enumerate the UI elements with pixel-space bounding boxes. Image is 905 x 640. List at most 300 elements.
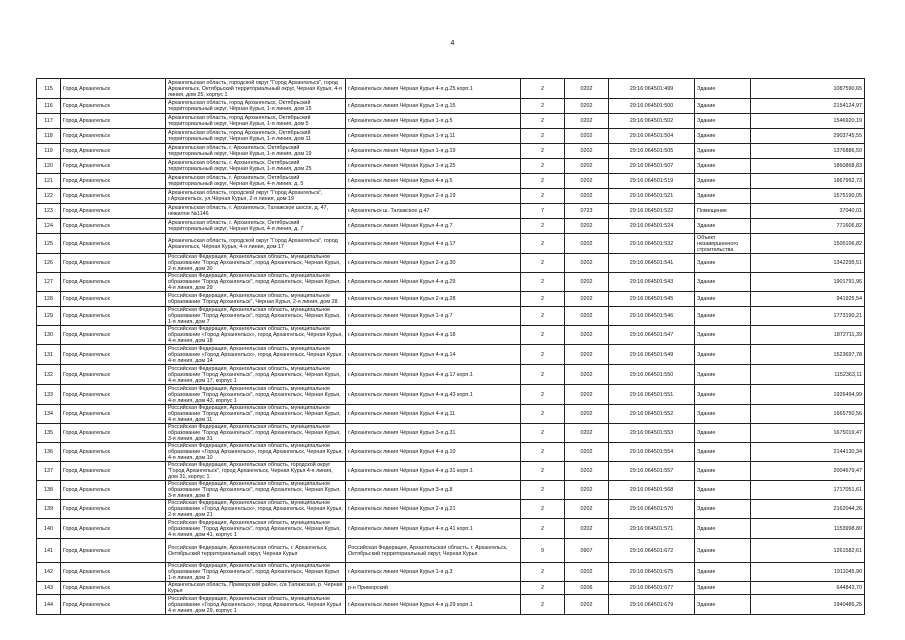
- object-type-cell: Здание: [695, 539, 751, 563]
- code-cell: 0202: [565, 405, 609, 424]
- location-cell: г.Архангельск линия Чёрная Курья 4-я д.31 корп.1: [346, 462, 521, 481]
- object-type-cell: Здание: [695, 424, 751, 443]
- cadastral-number-cell: 29:16:064501:550: [609, 365, 695, 385]
- table-row: [37, 582, 865, 595]
- row-number-cell: 126: [37, 254, 61, 273]
- table-row: [37, 254, 865, 273]
- address-cell: Архангельская область, г. Архангельск, Октябрьский территориальный округ, Черная Курья, 4-я линия, д. 5: [166, 174, 346, 189]
- table-row: [37, 424, 865, 443]
- cadastral-number-cell: 29:16:064501:675: [609, 563, 695, 582]
- code-cell: 0202: [565, 79, 609, 99]
- municipality-cell: Город Архангельск: [61, 563, 166, 582]
- code-cell: 0202: [565, 254, 609, 273]
- municipality-cell: Город Архангельск: [61, 595, 166, 615]
- code-cell: 0202: [565, 595, 609, 615]
- code-cell: 0202: [565, 273, 609, 292]
- row-number-cell: 141: [37, 539, 61, 563]
- cadastral-number-cell: 29:16:064501:546: [609, 307, 695, 326]
- cadastral-value-cell: 1872711,39: [751, 326, 865, 345]
- code-cell: 0202: [565, 345, 609, 365]
- code-cell: 0206: [565, 582, 609, 595]
- row-number-cell: 142: [37, 563, 61, 582]
- address-cell: Российская Федерация, Архангельская область, муниципальное образование "Город Архангельск", город Архангельск, Чёрная Курья, 4-я линия, дом 17, корпус 1: [166, 365, 346, 385]
- cadastral-number-cell: 29:16:064501:522: [609, 204, 695, 219]
- cadastral-value-cell: 1152363,11: [751, 365, 865, 385]
- cadastral-number-cell: 29:16:064501:571: [609, 519, 695, 539]
- object-type-cell: Здание: [695, 189, 751, 204]
- municipality-cell: Город Архангельск: [61, 204, 166, 219]
- code-cell: 0202: [565, 365, 609, 385]
- address-cell: Российская Федерация, Архангельская область, муниципальное образование «Город Архангельск», город Архангельск, Чёрная Курья, 4-я линия, дом 18: [166, 326, 346, 345]
- cadastral-number-cell: 29:16:064501:570: [609, 500, 695, 519]
- category-cell: 2: [521, 443, 565, 462]
- address-cell: Архангельская область, городской округ "Город Архангельск", город Архангельск, Октябрьский территориальный округ, Черная Курья, 4-я линия, дом 25, корпус 1: [166, 79, 346, 99]
- cadastral-number-cell: 29:16:064501:554: [609, 443, 695, 462]
- table-row: [37, 595, 865, 615]
- cadastral-number-cell: 29:16:064501:499: [609, 79, 695, 99]
- cadastral-value-cell: 2144130,34: [751, 443, 865, 462]
- municipality-cell: Город Архангельск: [61, 254, 166, 273]
- address-cell: Архангельская область, город Архангельск, Октябрьский территориальный округ, Чёрная Курья, 1-я линия, дом 15: [166, 99, 346, 114]
- category-cell: 2: [521, 174, 565, 189]
- location-cell: г.Архангельск линия Чёрная Курья 4-я д.41 корп.1: [346, 519, 521, 539]
- object-type-cell: Здание: [695, 563, 751, 582]
- cadastral-value-cell: 1342295,51: [751, 254, 865, 273]
- cadastral-number-cell: 29:16:064501:547: [609, 326, 695, 345]
- table-row: [37, 159, 865, 174]
- address-cell: Российская Федерация, Архангельская область, муниципальное образование "Город Архангельск", город Архангельск, Черная Курья 1-я линия, дом 3: [166, 563, 346, 582]
- cadastral-value-cell: 37040,01: [751, 204, 865, 219]
- category-cell: 2: [521, 307, 565, 326]
- location-cell: г.Архангельск линия Чёрная Курья 1-я д.7: [346, 307, 521, 326]
- municipality-cell: Город Архангельск: [61, 234, 166, 254]
- table-row: [37, 189, 865, 204]
- address-cell: Российская Федерация, Архангельская область, муниципальное образование "Город Архангельск", город Архангельск, Чёрная Курья, 4-я линия, дом 41, корпус 1: [166, 519, 346, 539]
- row-number-cell: 117: [37, 114, 61, 129]
- category-cell: 2: [521, 189, 565, 204]
- cadastral-value-cell: 1505106,82: [751, 234, 865, 254]
- category-cell: 2: [521, 254, 565, 273]
- cadastral-number-cell: 29:16:064501:551: [609, 385, 695, 405]
- location-cell: г.Архангельск линия Чёрная Курья 1-я д.11: [346, 129, 521, 144]
- location-cell: г.Архангельск линия Чёрная Курья 4-я д.11: [346, 405, 521, 424]
- address-cell: Российская Федерация, Архангельская область, муниципальное образование "Город Архангельск", Черная Курья, 2-я линия, дом 28: [166, 292, 346, 307]
- row-number-cell: 132: [37, 365, 61, 385]
- category-cell: 7: [521, 204, 565, 219]
- cadastral-number-cell: 29:16:064501:532: [609, 234, 695, 254]
- table-row: [37, 326, 865, 345]
- address-cell: Российская Федерация, Архангельская область, муниципальное образование «Город Архангельск», город Архангельск, Черная Курья, 4-я линия, дом 10: [166, 443, 346, 462]
- location-cell: г.Архангельск линия Чёрная Курья 1-я д.5: [346, 114, 521, 129]
- row-number-cell: 115: [37, 79, 61, 99]
- property-table: [36, 78, 865, 615]
- municipality-cell: Город Архангельск: [61, 114, 166, 129]
- address-cell: Архангельская область, Приморский район, с/а Талажская, р. Черная Курья: [166, 582, 346, 595]
- location-cell: г.Архангельск линия Чёрная Курья 3-я д.31: [346, 424, 521, 443]
- row-number-cell: 133: [37, 385, 61, 405]
- location-cell: г.Архангельск линия Чёрная Курья 1-я д.3: [346, 563, 521, 582]
- category-cell: 2: [521, 114, 565, 129]
- table-row: [37, 79, 865, 99]
- cadastral-number-cell: 29:16:064501:519: [609, 174, 695, 189]
- cadastral-number-cell: 29:16:064501:672: [609, 539, 695, 563]
- location-cell: г.Архангельск линия Чёрная Курья 4-я д.43 корп.1: [346, 385, 521, 405]
- category-cell: 2: [521, 79, 565, 99]
- location-cell: г.Архангельск линия Чёрная Курья 4-я д.7: [346, 219, 521, 234]
- table-row: [37, 563, 865, 582]
- object-type-cell: Здание: [695, 365, 751, 385]
- row-number-cell: 128: [37, 292, 61, 307]
- category-cell: 2: [521, 582, 565, 595]
- cadastral-number-cell: 29:16:064501:505: [609, 144, 695, 159]
- category-cell: 2: [521, 345, 565, 365]
- category-cell: 2: [521, 563, 565, 582]
- cadastral-value-cell: 644843,70: [751, 582, 865, 595]
- object-type-cell: Здание: [695, 595, 751, 615]
- cadastral-value-cell: 2903745,55: [751, 129, 865, 144]
- row-number-cell: 120: [37, 159, 61, 174]
- location-cell: г.Архангельск линия Чёрная Курья 2-я д.19: [346, 189, 521, 204]
- cadastral-value-cell: 1773190,21: [751, 307, 865, 326]
- table-row: [37, 443, 865, 462]
- row-number-cell: 139: [37, 500, 61, 519]
- location-cell: г.Архангельск ш. Талажское д.47: [346, 204, 521, 219]
- address-cell: Российская Федерация, Архангельская область, муниципальное образование "Город Архангельск", город Архангельск, Черная Курья, 2-я линия, дом 30: [166, 254, 346, 273]
- cadastral-value-cell: 1376886,50: [751, 144, 865, 159]
- row-number-cell: 127: [37, 273, 61, 292]
- code-cell: 0202: [565, 174, 609, 189]
- category-cell: 9: [521, 539, 565, 563]
- address-cell: Российская Федерация, Архангельская область, муниципальное образование "Город Архангельск", город Архангельск, Черная Курья, 3-я линия, дом 8: [166, 481, 346, 500]
- cadastral-value-cell: 1867992,73: [751, 174, 865, 189]
- object-type-cell: Здание: [695, 114, 751, 129]
- location-cell: г.Архангельск линия Чёрная Курья 4-я д.14: [346, 345, 521, 365]
- object-type-cell: Здание: [695, 582, 751, 595]
- cadastral-value-cell: 1575190,05: [751, 189, 865, 204]
- cadastral-number-cell: 29:16:064501:504: [609, 129, 695, 144]
- cadastral-number-cell: 29:16:064501:552: [609, 405, 695, 424]
- cadastral-number-cell: 29:16:064501:541: [609, 254, 695, 273]
- cadastral-number-cell: 29:16:064501:679: [609, 595, 695, 615]
- object-type-cell: Здание: [695, 144, 751, 159]
- object-type-cell: Здание: [695, 385, 751, 405]
- location-cell: г.Архангельск линия Чёрная Курья 3-я д.8: [346, 481, 521, 500]
- table-row: [37, 405, 865, 424]
- table-row: [37, 234, 865, 254]
- object-type-cell: Здание: [695, 462, 751, 481]
- object-type-cell: Здание: [695, 519, 751, 539]
- category-cell: 2: [521, 500, 565, 519]
- location-cell: г.Архангельск линия Чёрная Курья 2-я д.21: [346, 500, 521, 519]
- cadastral-value-cell: 1546920,19: [751, 114, 865, 129]
- cadastral-number-cell: 29:16:064501:553: [609, 424, 695, 443]
- cadastral-value-cell: 1940486,25: [751, 595, 865, 615]
- row-number-cell: 131: [37, 345, 61, 365]
- category-cell: 2: [521, 365, 565, 385]
- code-cell: 0202: [565, 462, 609, 481]
- object-type-cell: Здание: [695, 219, 751, 234]
- category-cell: 2: [521, 219, 565, 234]
- municipality-cell: Город Архангельск: [61, 159, 166, 174]
- category-cell: 2: [521, 234, 565, 254]
- row-number-cell: 140: [37, 519, 61, 539]
- municipality-cell: Город Архангельск: [61, 292, 166, 307]
- municipality-cell: Город Архангельск: [61, 405, 166, 424]
- row-number-cell: 124: [37, 219, 61, 234]
- address-cell: Архангельская область, город Архангельск, Октябрьский территориальный округ, Черная Курья, 1-я линия, дом 11: [166, 129, 346, 144]
- address-cell: Архангельская область, городской округ "Город Архангельск", г.Архангельск, ул.Чёрная Курья, 2-я линия, дом 19: [166, 189, 346, 204]
- cadastral-value-cell: 1087590,65: [751, 79, 865, 99]
- address-cell: Российская Федерация, Архангельская область, муниципальное образование «Город Архангельск», город Архангельск, Черная Курья, 2-я линия, дом 21: [166, 500, 346, 519]
- table-row: [37, 307, 865, 326]
- municipality-cell: Город Архангельск: [61, 481, 166, 500]
- object-type-cell: Здание: [695, 307, 751, 326]
- municipality-cell: Город Архангельск: [61, 582, 166, 595]
- cadastral-value-cell: 1523697,78: [751, 345, 865, 365]
- address-cell: Архангельская область, г. Архангельск, Октябрьский территориальный округ, Черная Курья, 1-я линия, дом 25: [166, 159, 346, 174]
- object-type-cell: Здание: [695, 129, 751, 144]
- municipality-cell: Город Архангельск: [61, 345, 166, 365]
- object-type-cell: Здание: [695, 481, 751, 500]
- code-cell: 0907: [565, 539, 609, 563]
- row-number-cell: 121: [37, 174, 61, 189]
- row-number-cell: 143: [37, 582, 61, 595]
- cadastral-number-cell: 29:16:064501:677: [609, 582, 695, 595]
- row-number-cell: 122: [37, 189, 61, 204]
- municipality-cell: Город Архангельск: [61, 273, 166, 292]
- table-row: [37, 345, 865, 365]
- object-type-cell: Здание: [695, 292, 751, 307]
- row-number-cell: 135: [37, 424, 61, 443]
- cadastral-value-cell: 771606,82: [751, 219, 865, 234]
- code-cell: 0202: [565, 114, 609, 129]
- table-row: [37, 144, 865, 159]
- location-cell: г.Архангельск линия Чёрная Курья 4-я д.18: [346, 326, 521, 345]
- table-row: [37, 462, 865, 481]
- category-cell: 2: [521, 405, 565, 424]
- code-cell: 0202: [565, 219, 609, 234]
- location-cell: р-н Приморский: [346, 582, 521, 595]
- table-row: [37, 219, 865, 234]
- table-row: [37, 129, 865, 144]
- code-cell: 0202: [565, 385, 609, 405]
- cadastral-value-cell: 1153998,80: [751, 519, 865, 539]
- category-cell: 2: [521, 385, 565, 405]
- address-cell: Российская Федерация, Архангельская область, муниципальное образование "Город Архангельск", город Архангельск, Чёрная Курья, 4-я линия, дом 43, корпус 1: [166, 385, 346, 405]
- row-number-cell: 123: [37, 204, 61, 219]
- location-cell: г.Архангельск линия Чёрная Курья 4-я д.25 корп.1: [346, 79, 521, 99]
- category-cell: 2: [521, 595, 565, 615]
- municipality-cell: Город Архангельск: [61, 144, 166, 159]
- row-number-cell: 137: [37, 462, 61, 481]
- location-cell: г.Архангельск линия Чёрная Курья 2-я д.30: [346, 254, 521, 273]
- code-cell: 0202: [565, 129, 609, 144]
- address-cell: Российская Федерация, Архангельская область, муниципальное образование «Город Архангельск», город Архангельск, Черная Курья, 4-я линия, дом 14: [166, 345, 346, 365]
- municipality-cell: Город Архангельск: [61, 385, 166, 405]
- cadastral-value-cell: 1261582,61: [751, 539, 865, 563]
- municipality-cell: Город Архангельск: [61, 539, 166, 563]
- municipality-cell: Город Архангельск: [61, 365, 166, 385]
- code-cell: 0202: [565, 99, 609, 114]
- row-number-cell: 125: [37, 234, 61, 254]
- municipality-cell: Город Архангельск: [61, 79, 166, 99]
- object-type-cell: Здание: [695, 254, 751, 273]
- table-row: [37, 292, 865, 307]
- category-cell: 2: [521, 292, 565, 307]
- municipality-cell: Город Архангельск: [61, 443, 166, 462]
- address-cell: Российская Федерация, Архангельская область, г. Архангельск, Октябрьский территориальный округ, Черная Курья: [166, 539, 346, 563]
- cadastral-value-cell: 1911045,90: [751, 563, 865, 582]
- municipality-cell: Город Архангельск: [61, 99, 166, 114]
- cadastral-number-cell: 29:16:064501:568: [609, 481, 695, 500]
- municipality-cell: Город Архангельск: [61, 500, 166, 519]
- municipality-cell: Город Архангельск: [61, 424, 166, 443]
- table-row: [37, 539, 865, 563]
- page-number: 4: [450, 40, 455, 47]
- address-cell: Российская Федерация, Архангельская область, муниципальное образование "Город Архангельск", город Архангельск, Черная Курья, 3-я линия, дом 31: [166, 424, 346, 443]
- code-cell: 0202: [565, 292, 609, 307]
- table-row: [37, 204, 865, 219]
- object-type-cell: Здание: [695, 79, 751, 99]
- municipality-cell: Город Архангельск: [61, 519, 166, 539]
- category-cell: 2: [521, 129, 565, 144]
- row-number-cell: 129: [37, 307, 61, 326]
- address-cell: Архангельская область, г. Архангельск, Октябрьский территориальный округ, Черная Курья, 4-я линия, д. 7: [166, 219, 346, 234]
- cadastral-number-cell: 29:16:064501:549: [609, 345, 695, 365]
- row-number-cell: 144: [37, 595, 61, 615]
- category-cell: 2: [521, 273, 565, 292]
- table-row: [37, 365, 865, 385]
- row-number-cell: 136: [37, 443, 61, 462]
- address-cell: Архангельская область, город Архангельск, Октябрьский территориальный округ, Черная Курья, 1-я линия, дом 5: [166, 114, 346, 129]
- municipality-cell: Город Архангельск: [61, 307, 166, 326]
- object-type-cell: Здание: [695, 99, 751, 114]
- code-cell: 0202: [565, 234, 609, 254]
- code-cell: 0202: [565, 519, 609, 539]
- cadastral-value-cell: 1860868,83: [751, 159, 865, 174]
- row-number-cell: 130: [37, 326, 61, 345]
- address-cell: Российская Федерация, Архангельская область, муниципальное образование "Город Архангельск", город Архангельск, Чёрная Курья, 4-я линия, дом 11: [166, 405, 346, 424]
- cadastral-value-cell: 1926494,99: [751, 385, 865, 405]
- address-cell: Российская Федерация, Архангельская область, муниципальное образование "Город Архангельск", город Архангельск, Чёрная Курья, 1-я линия, дом 7: [166, 307, 346, 326]
- code-cell: 0723: [565, 204, 609, 219]
- cadastral-number-cell: 29:16:064501:500: [609, 99, 695, 114]
- cadastral-value-cell: 1675019,47: [751, 424, 865, 443]
- object-type-cell: Помещение: [695, 204, 751, 219]
- address-cell: Российская Федерация, Архангельская область, муниципальное образование "Город Архангельск", город Архангельск, Чёрная Курья, 4-я линия, дом 29: [166, 273, 346, 292]
- object-type-cell: Здание: [695, 345, 751, 365]
- row-number-cell: 118: [37, 129, 61, 144]
- category-cell: 2: [521, 519, 565, 539]
- location-cell: г.Архангельск линия Чёрная Курья 4-я д.29 корп.1: [346, 595, 521, 615]
- code-cell: 0202: [565, 326, 609, 345]
- code-cell: 0202: [565, 159, 609, 174]
- table-row: [37, 519, 865, 539]
- category-cell: 2: [521, 462, 565, 481]
- cadastral-number-cell: 29:16:064501:521: [609, 189, 695, 204]
- address-cell: Российская Федерация, Архангельская область, муниципальное образование «Город Архангельск», город Архангельск, Черная Курья 4-я линия, дом 29, корпус 1: [166, 595, 346, 615]
- address-cell: Российская Федерация, Архангельская область, городской округ "Город Архангельск", город Архангельск, Черная Курья 4-я линия, дом 31, корпус 1: [166, 462, 346, 481]
- municipality-cell: Город Архангельск: [61, 174, 166, 189]
- object-type-cell: Объект незавершенного строительства: [695, 234, 751, 254]
- category-cell: 2: [521, 99, 565, 114]
- object-type-cell: Здание: [695, 326, 751, 345]
- row-number-cell: 134: [37, 405, 61, 424]
- location-cell: Российская Федерация, Архангельская область, г. Архангельск, Октябрьский территориальный округ, Черная Курья: [346, 539, 521, 563]
- category-cell: 2: [521, 424, 565, 443]
- code-cell: 0202: [565, 563, 609, 582]
- row-number-cell: 138: [37, 481, 61, 500]
- object-type-cell: Здание: [695, 273, 751, 292]
- location-cell: г.Архангельск линия Чёрная Курья 4-я д.17 корп.1: [346, 365, 521, 385]
- code-cell: 0202: [565, 424, 609, 443]
- municipality-cell: Город Архангельск: [61, 462, 166, 481]
- location-cell: г.Архангельск линия Чёрная Курья 4-я д.29: [346, 273, 521, 292]
- municipality-cell: Город Архангельск: [61, 219, 166, 234]
- code-cell: 0202: [565, 500, 609, 519]
- address-cell: Архангельская область, городской округ "Город Архангельск", город Архангельск, Чёрная Курья, 4-я линия, дом 17: [166, 234, 346, 254]
- code-cell: 0202: [565, 189, 609, 204]
- cadastral-value-cell: 1665750,56: [751, 405, 865, 424]
- cadastral-number-cell: 29:16:064501:543: [609, 273, 695, 292]
- object-type-cell: Здание: [695, 174, 751, 189]
- object-type-cell: Здание: [695, 405, 751, 424]
- municipality-cell: Город Архангельск: [61, 129, 166, 144]
- location-cell: г.Архангельск линия Чёрная Курья 4-я д.10: [346, 443, 521, 462]
- code-cell: 0202: [565, 307, 609, 326]
- object-type-cell: Здание: [695, 500, 751, 519]
- cadastral-value-cell: 1901791,96: [751, 273, 865, 292]
- location-cell: г.Архангельск линия Чёрная Курья 4-я д.17: [346, 234, 521, 254]
- address-cell: Архангельская область, г. Архангельск, Октябрьский территориальный округ, Чёрная Курья, 1-я линия, дом 19: [166, 144, 346, 159]
- cadastral-number-cell: 29:16:064501:524: [609, 219, 695, 234]
- table-row: [37, 385, 865, 405]
- location-cell: г.Архангельск линия Чёрная Курья 1-я д.25: [346, 159, 521, 174]
- location-cell: г.Архангельск линия Чёрная Курья 1-я д.15: [346, 99, 521, 114]
- location-cell: г.Архангельск линия Чёрная Курья 4-я д.5: [346, 174, 521, 189]
- row-number-cell: 119: [37, 144, 61, 159]
- category-cell: 2: [521, 144, 565, 159]
- cadastral-value-cell: 2004679,47: [751, 462, 865, 481]
- table-row: [37, 174, 865, 189]
- cadastral-value-cell: 941925,54: [751, 292, 865, 307]
- cadastral-value-cell: 2154124,97: [751, 99, 865, 114]
- address-cell: Архангельская область, г. Архангельск, Талажское шоссе, д. 47, нежилое №1146: [166, 204, 346, 219]
- table-row: [37, 500, 865, 519]
- table-row: [37, 481, 865, 500]
- location-cell: г.Архангельск линия Чёрная Курья 1-я д.19: [346, 144, 521, 159]
- object-type-cell: Здание: [695, 443, 751, 462]
- municipality-cell: Город Архангельск: [61, 326, 166, 345]
- location-cell: г.Архангельск линия Чёрная Курья 2-я д.28: [346, 292, 521, 307]
- cadastral-value-cell: 2162044,26: [751, 500, 865, 519]
- code-cell: 0202: [565, 481, 609, 500]
- category-cell: 2: [521, 481, 565, 500]
- cadastral-number-cell: 29:16:064501:545: [609, 292, 695, 307]
- category-cell: 2: [521, 159, 565, 174]
- municipality-cell: Город Архангельск: [61, 189, 166, 204]
- cadastral-number-cell: 29:16:064501:507: [609, 159, 695, 174]
- code-cell: 0202: [565, 144, 609, 159]
- object-type-cell: Здание: [695, 159, 751, 174]
- table-row: [37, 99, 865, 114]
- cadastral-value-cell: 1717051,61: [751, 481, 865, 500]
- category-cell: 2: [521, 326, 565, 345]
- table-row: [37, 273, 865, 292]
- code-cell: 0202: [565, 443, 609, 462]
- table-row: [37, 114, 865, 129]
- cadastral-number-cell: 29:16:064501:557: [609, 462, 695, 481]
